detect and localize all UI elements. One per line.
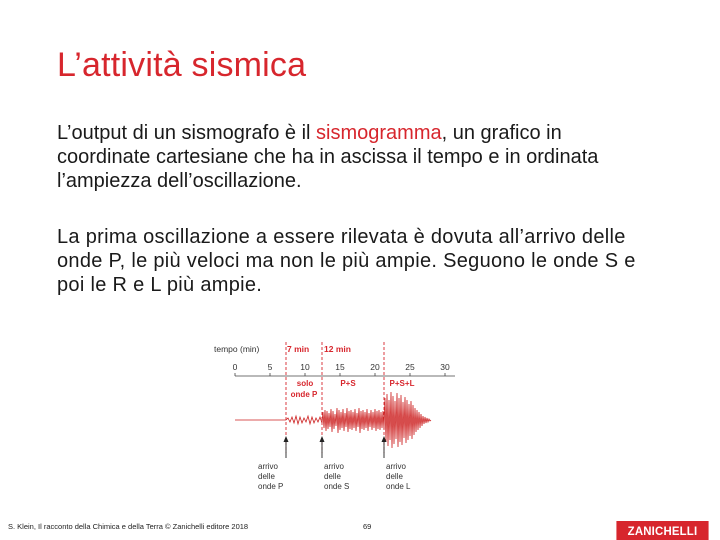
arrival-l-line: onde L — [386, 482, 411, 491]
arrival-p-line: onde P — [258, 482, 284, 491]
arrival-s-line: arrivo — [324, 462, 345, 471]
arrival-s-line: delle — [324, 472, 341, 481]
paragraph-text-end: , un grafico in coordinate cartesiane che ha in ascissa il tempo e in ordinata l’ampiezza dell’oscillazione. — [57, 122, 599, 192]
tick-marks — [235, 373, 445, 376]
publisher-logo: ZANICHELLI — [616, 521, 708, 540]
paragraph-text-start: L’output di un sismografo è il — [57, 122, 317, 144]
paragraph-definition — [57, 121, 657, 193]
footer-citation: S. Klein, Il racconto della Chimica e della Terra © Zanichelli editore 2018 — [8, 522, 249, 531]
arrival-l-line: arrivo — [386, 462, 407, 471]
arrival-p-label — [258, 462, 283, 491]
slide-title: L’attività sismica — [57, 46, 307, 84]
marker-12-min: 12 min — [324, 344, 351, 354]
arrival-arrows — [286, 440, 384, 458]
arrival-p-line: arrivo — [258, 462, 279, 471]
arrow-heads — [284, 436, 387, 442]
tick-label: 10 — [300, 362, 310, 372]
tick-label: 25 — [405, 362, 415, 372]
tick-label: 5 — [267, 362, 273, 372]
phase-p-label: onde P — [290, 390, 318, 399]
arrival-s-line: onde S — [324, 482, 350, 491]
tick-label: 15 — [335, 362, 345, 372]
tick-label: 0 — [232, 362, 238, 372]
tick-label: 30 — [440, 362, 450, 372]
paragraph-waves: La prima oscillazione a essere rilevata è dovuta all’arrivo delle onde P, le più veloci ma non le più ampie. Seguono le onde S e poi le R e L più ampie. — [57, 226, 636, 296]
marker-7-min: 7 min — [287, 344, 310, 354]
phase-p-label: solo — [296, 379, 314, 388]
page-number: 69 — [363, 522, 372, 531]
arrival-l-line: delle — [386, 472, 403, 481]
arrival-l-label — [386, 462, 411, 491]
phase-ps-label: P+S — [340, 379, 356, 388]
arrival-s-label — [324, 462, 349, 491]
arrival-p-line: delle — [258, 472, 275, 481]
seismogram-trace — [286, 392, 431, 448]
seismogram-figure — [205, 338, 485, 510]
axis-label: tempo (min) — [214, 344, 260, 354]
tick-label: 20 — [370, 362, 380, 372]
highlight-term: sismogramma — [316, 122, 442, 144]
phase-psl-label: P+S+L — [389, 379, 415, 388]
